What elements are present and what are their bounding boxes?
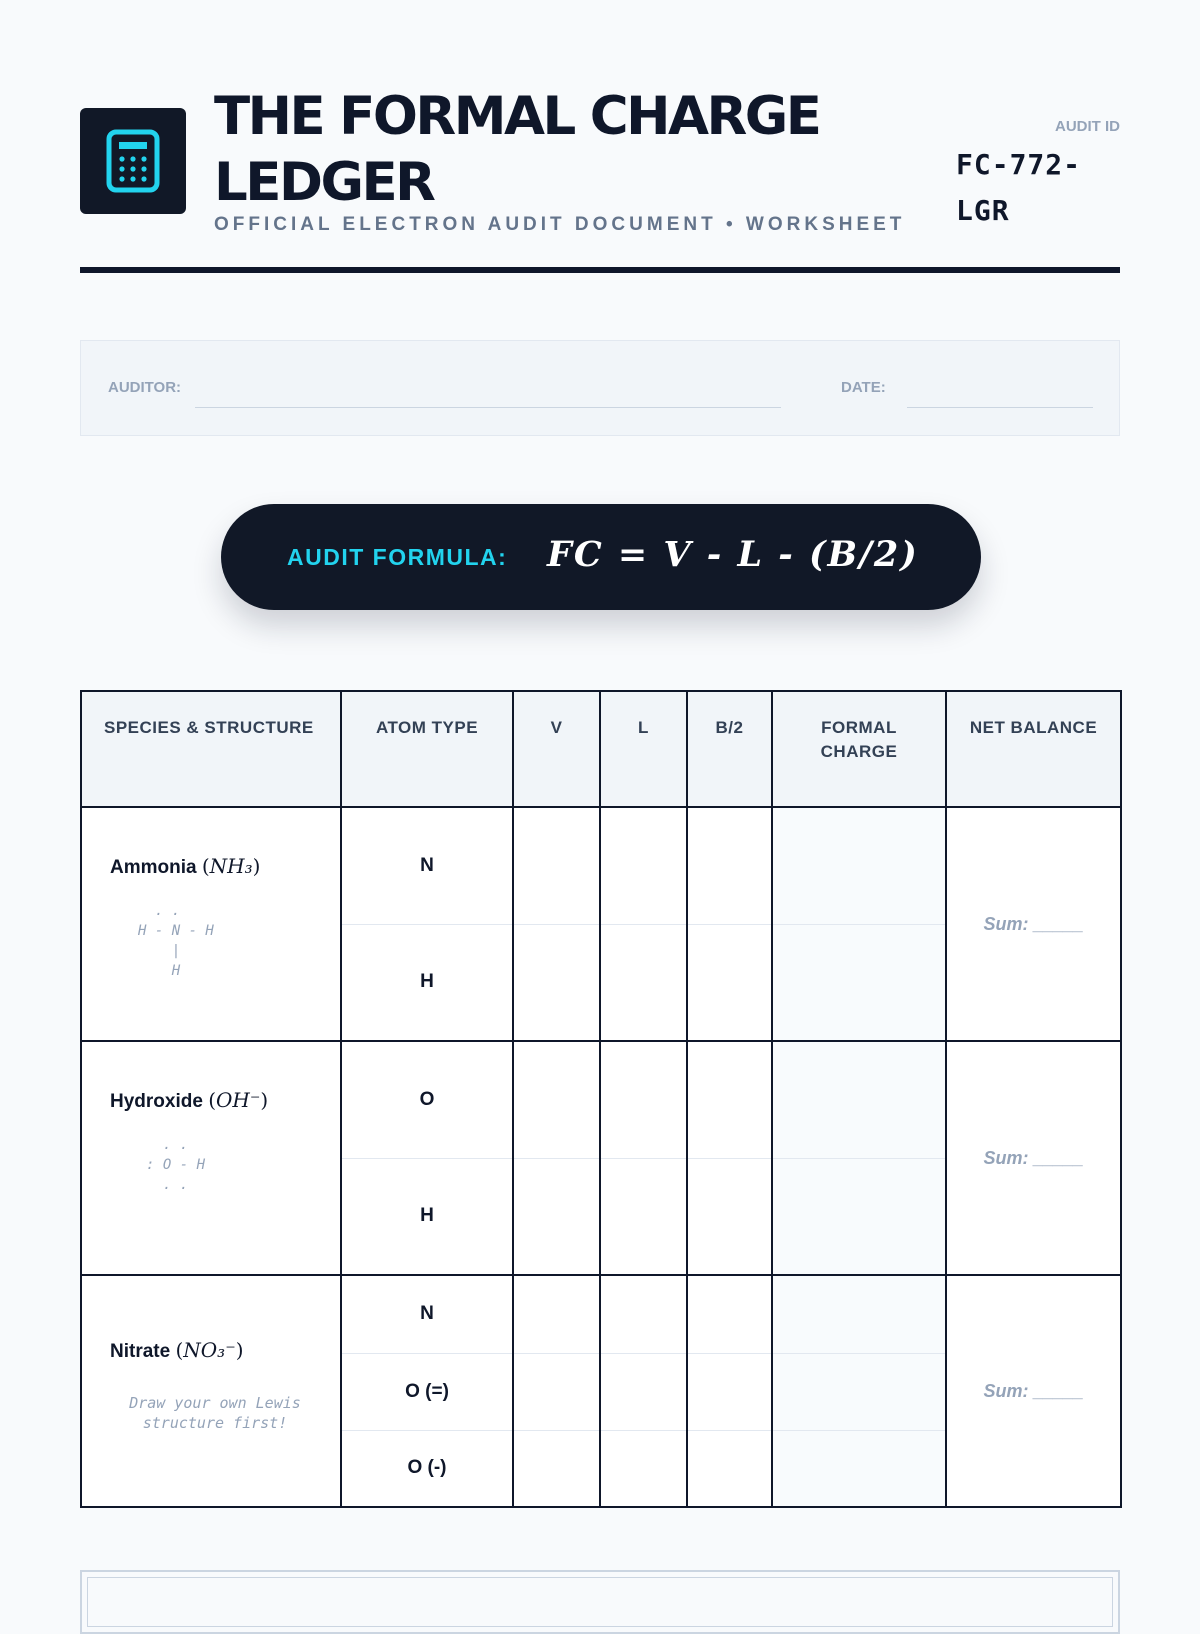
- b2-input-cell[interactable]: [687, 1041, 772, 1158]
- atom-type-cell: H: [341, 1158, 513, 1275]
- atom-type-cell: O (=): [341, 1353, 513, 1430]
- v-input-cell[interactable]: [513, 807, 600, 924]
- lewis-structure: . . : O - H . .: [146, 1137, 206, 1193]
- b2-input-cell[interactable]: [687, 924, 772, 1041]
- b2-input-cell[interactable]: [687, 1158, 772, 1275]
- column-header: B/2: [687, 691, 772, 807]
- l-input-cell[interactable]: [600, 1430, 687, 1507]
- formal-charge-cell[interactable]: [772, 1353, 946, 1430]
- table-header-row: [81, 691, 1121, 807]
- audit-formula-banner: [221, 504, 981, 610]
- species-cell: [81, 1041, 341, 1275]
- species-name: Nitrate (NO₃⁻): [110, 1338, 244, 1362]
- audit-id-label: AUDIT ID: [1055, 118, 1120, 135]
- formal-charge-cell[interactable]: [772, 807, 946, 924]
- page-subtitle: OFFICIAL ELECTRON AUDIT DOCUMENT • WORKSHEET: [214, 214, 906, 235]
- b2-input-cell[interactable]: [687, 807, 772, 924]
- column-header: SPECIES & STRUCTURE: [81, 691, 341, 807]
- formula-label: AUDIT FORMULA:: [287, 544, 508, 570]
- table-row: [81, 1041, 1121, 1158]
- atom-type-cell: N: [341, 807, 513, 924]
- species-name: Ammonia (NH₃): [110, 854, 261, 878]
- species-cell: [81, 1275, 341, 1507]
- v-input-cell[interactable]: [513, 1041, 600, 1158]
- column-header: ATOM TYPE: [341, 691, 513, 807]
- table-row: [81, 807, 1121, 924]
- table-row: [81, 1275, 1121, 1353]
- auditor-info-box: [80, 340, 1120, 436]
- auditor-field[interactable]: [195, 407, 781, 408]
- atom-type-cell: N: [341, 1275, 513, 1353]
- v-input-cell[interactable]: [513, 1158, 600, 1275]
- species-cell: [81, 807, 341, 1041]
- species-name: Hydroxide (OH⁻): [110, 1088, 269, 1112]
- b2-input-cell[interactable]: [687, 1430, 772, 1507]
- v-input-cell[interactable]: [513, 924, 600, 1041]
- net-balance-cell[interactable]: Sum: _____: [946, 1041, 1121, 1275]
- date-label: DATE:: [841, 379, 886, 396]
- l-input-cell[interactable]: [600, 1041, 687, 1158]
- l-input-cell[interactable]: [600, 807, 687, 924]
- column-header: V: [513, 691, 600, 807]
- l-input-cell[interactable]: [600, 1353, 687, 1430]
- formula-expression: FC = V - L - (B/2): [547, 534, 919, 575]
- calculator-icon: [105, 128, 161, 194]
- net-balance-cell[interactable]: Sum: _____: [946, 1275, 1121, 1507]
- header-divider: [80, 267, 1120, 273]
- logo: [80, 108, 186, 214]
- formal-charge-cell[interactable]: [772, 1158, 946, 1275]
- atom-type-cell: O: [341, 1041, 513, 1158]
- net-balance-cell[interactable]: Sum: _____: [946, 807, 1121, 1041]
- audit-id-value: FC-772-LGR: [956, 148, 1082, 227]
- date-field[interactable]: [907, 407, 1093, 408]
- worksheet-page: [80, 0, 1120, 1600]
- lewis-structure: . . H - N - H | H: [138, 903, 214, 979]
- v-input-cell[interactable]: [513, 1430, 600, 1507]
- notes-box-inner: [87, 1577, 1113, 1627]
- b2-input-cell[interactable]: [687, 1353, 772, 1430]
- b2-input-cell[interactable]: [687, 1275, 772, 1353]
- lewis-hint: Draw your own Lewis structure first!: [129, 1394, 301, 1432]
- ledger-table: [80, 690, 1122, 1508]
- formal-charge-cell[interactable]: [772, 1430, 946, 1507]
- auditor-label: AUDITOR:: [108, 379, 182, 396]
- column-header: L: [600, 691, 687, 807]
- l-input-cell[interactable]: [600, 1158, 687, 1275]
- page-title: THE FORMAL CHARGE LEDGER: [214, 86, 820, 213]
- column-header: FORMAL CHARGE: [772, 691, 946, 807]
- atom-type-cell: H: [341, 924, 513, 1041]
- formal-charge-cell[interactable]: [772, 924, 946, 1041]
- header: [80, 84, 1120, 270]
- formal-charge-cell[interactable]: [772, 1275, 946, 1353]
- atom-type-cell: O (-): [341, 1430, 513, 1507]
- l-input-cell[interactable]: [600, 924, 687, 1041]
- v-input-cell[interactable]: [513, 1353, 600, 1430]
- notes-box: [80, 1570, 1120, 1634]
- l-input-cell[interactable]: [600, 1275, 687, 1353]
- formal-charge-cell[interactable]: [772, 1041, 946, 1158]
- column-header: NET BALANCE: [946, 691, 1121, 807]
- v-input-cell[interactable]: [513, 1275, 600, 1353]
